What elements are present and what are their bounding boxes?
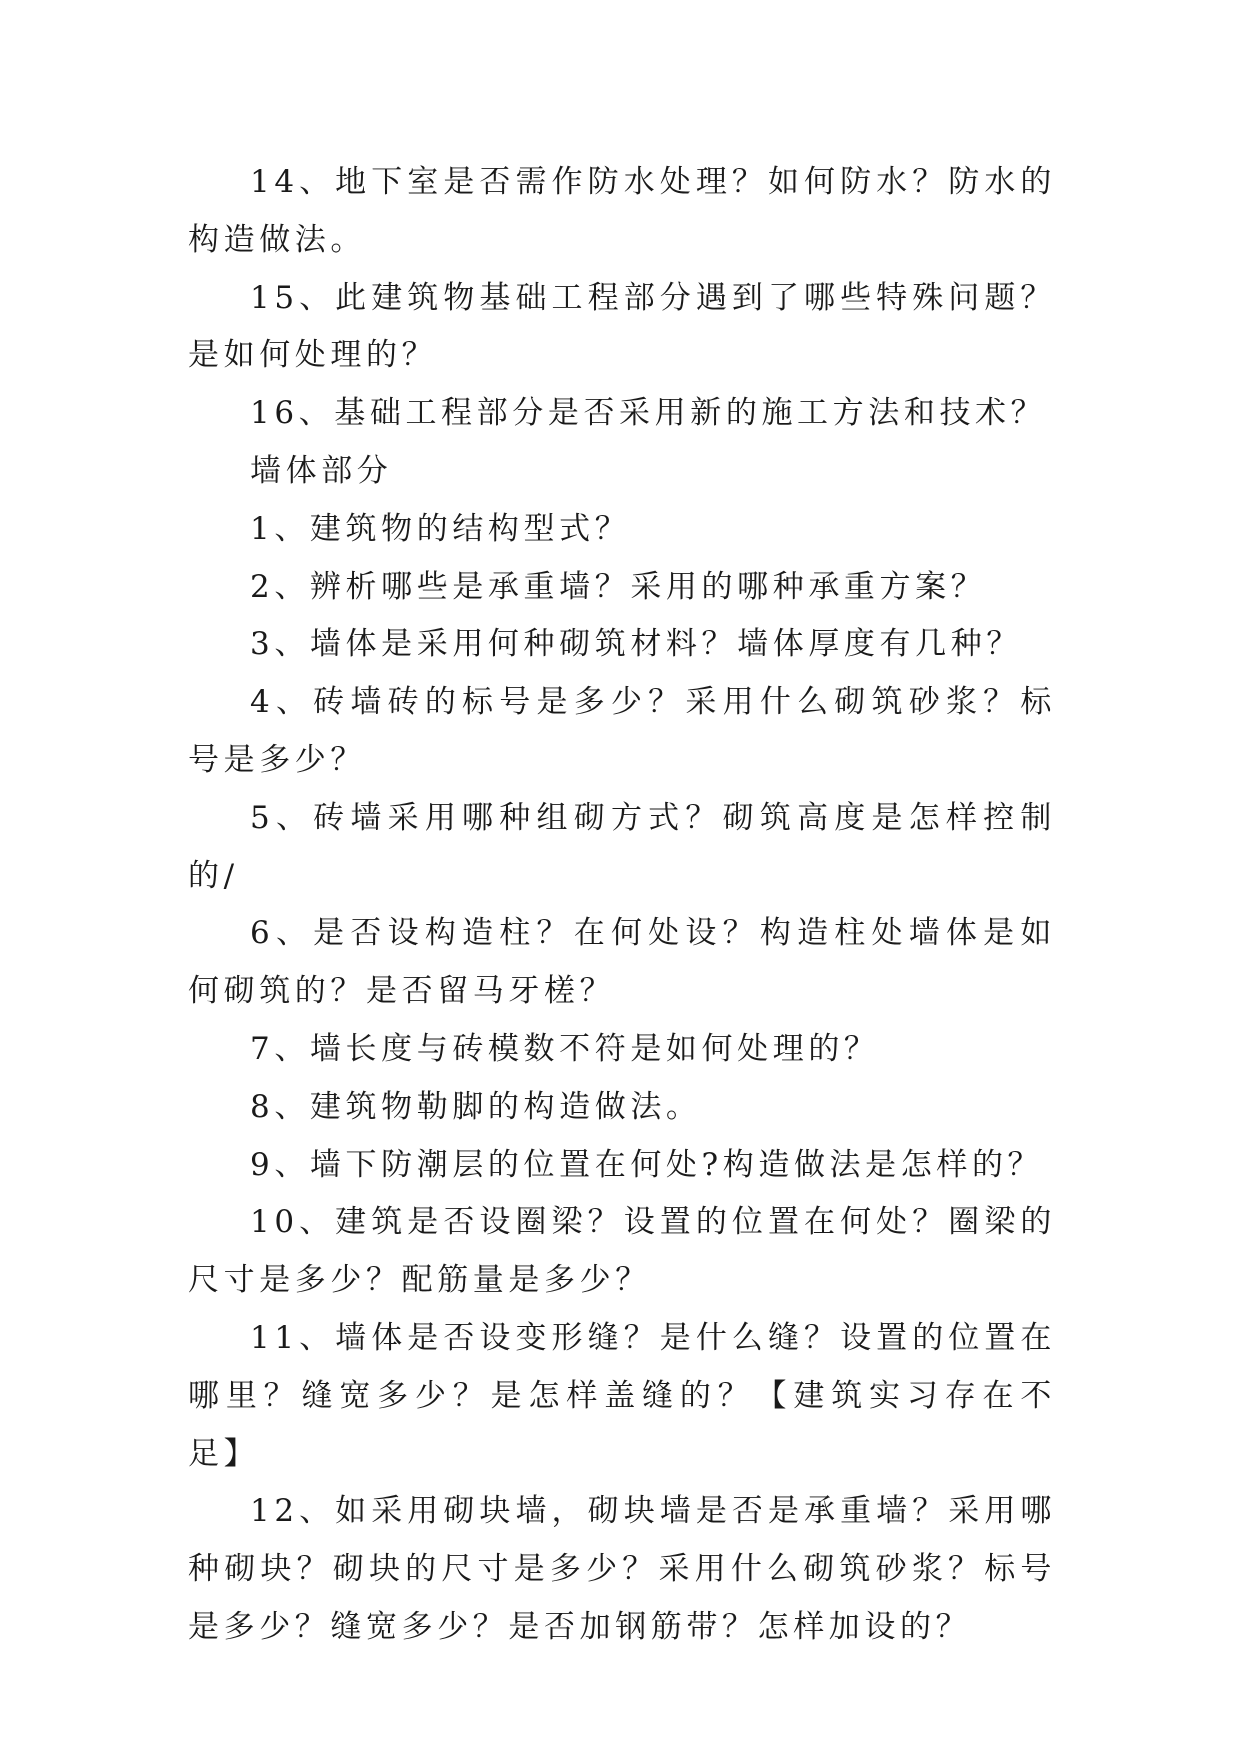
paragraph-wall-4: 4、砖墙砖的标号是多少？采用什么砌筑砂浆？标号是多少？ [188, 684, 1056, 778]
paragraph-wall-6: 6、是否设构造柱？在何处设？构造柱处墙体是如何砌筑的？是否留马牙槎？ [188, 915, 1056, 1010]
paragraph-wall-12: 12、如采用砌块墙，砌块墙是否是承重墙？采用哪种砌块？砌块的尺寸是多少？采用什么砌筑砂浆？标号是多少？缝宽多少？是否加钢筋带？怎样加设的？ [188, 1493, 1056, 1645]
paragraph-16: 16、基础工程部分是否采用新的施工方法和技术？ [250, 395, 1047, 432]
paragraph-wall-11: 11、墙体是否设变形缝？是什么缝？设置的位置在哪里？缝宽多少？是怎样盖缝的？【建筑实习存在不足】 [188, 1319, 1056, 1472]
paragraph-wall-5: 5、砖墙采用哪种组砌方式？砌筑高度是怎样控制的/ [188, 799, 1056, 894]
document-body [188, 154, 1056, 1657]
paragraph-wall-9: 9、墙下防潮层的位置在何处?构造做法是怎样的？ [250, 1146, 1044, 1183]
paragraph-wall-10: 10、建筑是否设圈梁？设置的位置在何处？圈梁的尺寸是多少？配筋量是多少？ [188, 1204, 1056, 1299]
paragraph-wall-3: 3、墙体是采用何种砌筑材料？墙体厚度有几种？ [250, 626, 1022, 663]
paragraph-15: 15、此建筑物基础工程部分遇到了哪些特殊问题？是如何处理的？ [188, 279, 1056, 374]
paragraph-wall-1: 1、建筑物的结构型式？ [250, 510, 631, 547]
paragraph-wall-8: 8、建筑物勒脚的构造做法。 [250, 1088, 702, 1125]
paragraph-wall-7: 7、墙长度与砖模数不符是如何处理的？ [250, 1030, 880, 1067]
paragraph-14: 14、地下室是否需作防水处理？如何防水？防水的构造做法。 [188, 164, 1056, 258]
paragraph-wall-2: 2、辨析哪些是承重墙？采用的哪种承重方案？ [250, 568, 987, 605]
section-heading-wall: 墙体部分 [250, 452, 393, 489]
